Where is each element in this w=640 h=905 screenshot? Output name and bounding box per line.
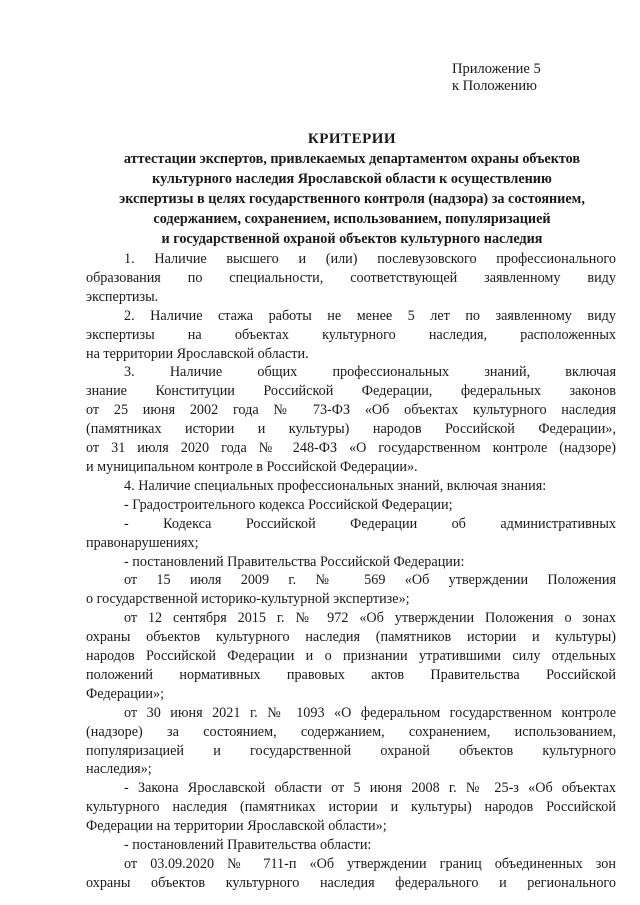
body-line: 1. Наличие высшего и (или) послевузовского профессионального — [124, 251, 616, 267]
body-line: популяризацией и государственной охраной объектов культурного — [86, 742, 616, 759]
document-title — [84, 129, 620, 249]
body-line: наследия»; — [86, 761, 152, 778]
body-line: 2. Наличие стажа работы не менее 5 лет по заявленному виду — [124, 307, 616, 324]
document-body — [86, 250, 616, 893]
body-line: от 25 июня 2002 года № 73-ФЗ «Об объектах культурного наследия — [86, 402, 616, 419]
title-line: и государственной охраной объектов культурного наследия — [161, 231, 543, 247]
body-line: от 03.09.2020 № 711-п «Об утверждении границ объединенных зон — [124, 856, 616, 872]
title-line: культурного наследия Ярославской области к осуществлению — [152, 171, 552, 187]
body-line: и муниципальном контроле в Российской Федерации». — [86, 458, 418, 475]
body-line: экспертизы. — [86, 288, 159, 305]
body-line: 3. Наличие общих профессиональных знаний, включая — [124, 364, 616, 381]
body-line: от 15 июля 2009 г. № 569 «Об утверждении Положения — [124, 572, 616, 589]
body-line: экспертизы на объектах культурного наследия, расположенных — [86, 326, 616, 343]
body-line: культурного наследия (памятниках истории и культуры) народов Российской — [86, 799, 616, 816]
body-line: от 30 июня 2021 г. № 1093 «О федеральном государственном контроле — [124, 704, 616, 721]
body-line: на территории Ярославской области. — [86, 345, 309, 362]
appendix-line: Приложение 5 — [452, 61, 541, 77]
appendix-note — [452, 61, 541, 95]
body-line: от 12 сентября 2015 г. № 972 «Об утверждении Положения о зонах — [124, 610, 616, 627]
body-line: народов Российской Федерации и о признании утратившими силу отдельных — [86, 648, 616, 665]
body-line: (надзоре) за состоянием, содержанием, сохранением, использованием, — [86, 723, 616, 740]
body-line: знание Конституции Российской Федерации, федеральных законов — [86, 383, 616, 400]
title-line: аттестации экспертов, привлекаемых департаментом охраны объектов — [123, 151, 581, 167]
body-line: - Градостроительного кодекса Российской Федерации; — [124, 496, 453, 513]
body-line: - постановлений Правительства Российской Федерации: — [124, 553, 465, 570]
body-line: Федерации»; — [86, 685, 165, 702]
body-line: положений нормативных правовых актов Правительства Российской — [86, 666, 616, 683]
body-line: - постановлений Правительства области: — [124, 837, 372, 854]
body-line: о государственной историко-культурной экспертизе»; — [86, 591, 410, 608]
body-line: Федерации на территории Ярославской области»; — [86, 818, 387, 835]
body-line: 4. Наличие специальных профессиональных знаний, включая знания: — [124, 477, 547, 494]
body-line: охраны объектов культурного наследия (памятников истории и культуры) — [86, 629, 616, 646]
title-heading: КРИТЕРИИ — [307, 131, 397, 147]
title-line: экспертизы в целях государственного контроля (надзора) за состоянием, — [119, 191, 585, 207]
body-line: (памятниках истории и культуры) народов Российской Федерации», — [86, 421, 616, 438]
appendix-line: к Положению — [452, 78, 537, 94]
title-line: содержанием, сохранением, использованием, популяризацией — [153, 211, 551, 227]
body-line: - Закона Ярославской области от 5 июня 2008 г. № 25-з «Об объектах — [124, 780, 616, 797]
body-line: - Кодекса Российской Федерации об административных — [124, 515, 616, 532]
body-line: образования по специальности, соответствующей заявленному виду — [86, 269, 616, 286]
body-line: охраны объектов культурного наследия федерального и регионального — [86, 874, 616, 891]
body-line: правонарушениях; — [86, 534, 199, 551]
body-line: от 31 июля 2020 года № 248-ФЗ «О государственном контроле (надзоре) — [86, 440, 616, 457]
